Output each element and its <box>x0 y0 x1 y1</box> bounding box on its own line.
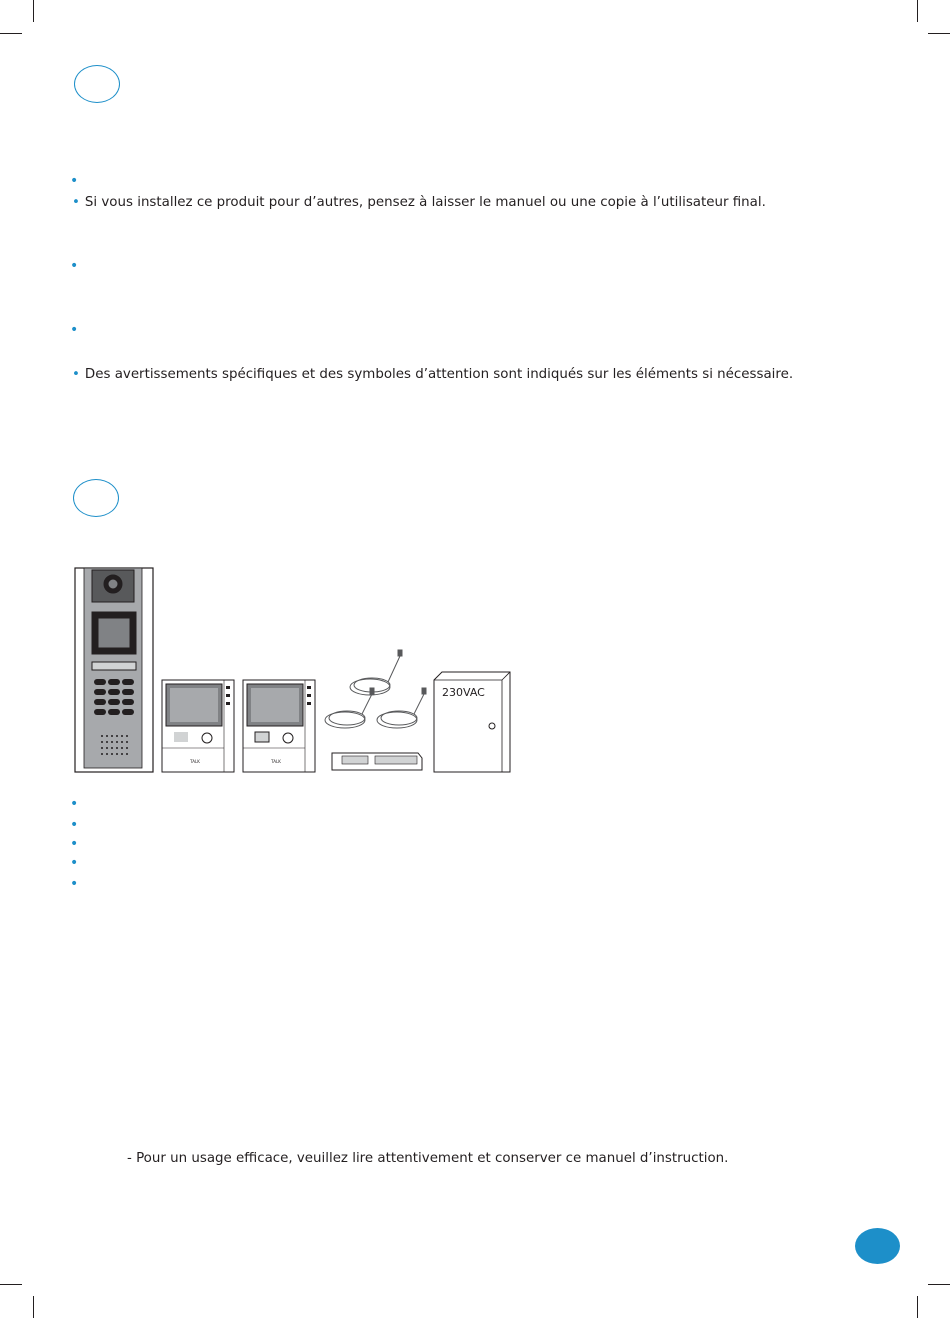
monitor-talk-label: TALK <box>190 759 200 764</box>
indoor-monitor <box>243 680 315 772</box>
bullet-dot: • <box>70 836 79 852</box>
indoor-monitor <box>162 680 234 772</box>
bullet-dot: • <box>72 367 80 382</box>
bullet-dot: • <box>70 855 79 871</box>
cable-bundle <box>325 650 426 728</box>
power-supply <box>434 672 510 772</box>
bullet-dot: • <box>72 195 80 210</box>
bullet-dot: • <box>70 817 79 833</box>
note-text: Des avertissements spécifiques et des symboles d’attention sont indiqués sur les éléments si nécessaire. <box>84 367 794 382</box>
distributor-box <box>332 753 422 770</box>
crop-mark <box>0 33 22 34</box>
crop-mark <box>928 33 950 34</box>
section-marker-circle <box>74 65 120 103</box>
bullet-dot: • <box>70 258 79 274</box>
crop-mark <box>928 1284 950 1285</box>
crop-mark <box>0 1284 22 1285</box>
note-line <box>72 195 766 210</box>
psu-label: 230VAC <box>442 686 485 699</box>
page-number-badge <box>855 1228 900 1264</box>
bullet-dot: • <box>70 173 79 189</box>
section-marker-circle <box>73 479 119 517</box>
bullet-dot: • <box>70 876 79 892</box>
instruction-note: - Pour un usage efficace, veuillez lire attentivement et conserver ce manuel d’instruction. <box>127 1151 729 1166</box>
kit-illustration <box>70 560 520 780</box>
monitor-talk-label: TALK <box>271 759 281 764</box>
note-text: Si vous installez ce produit pour d’autres, pensez à laisser le manuel ou une copie à l’utilisateur final. <box>84 195 766 210</box>
bullet-dot: • <box>70 322 79 338</box>
door-station <box>75 568 153 772</box>
note-line <box>72 367 793 382</box>
bullet-dot: • <box>70 796 79 812</box>
crop-mark <box>33 0 34 22</box>
crop-mark <box>33 1296 34 1318</box>
crop-mark <box>917 0 918 22</box>
crop-mark <box>917 1296 918 1318</box>
